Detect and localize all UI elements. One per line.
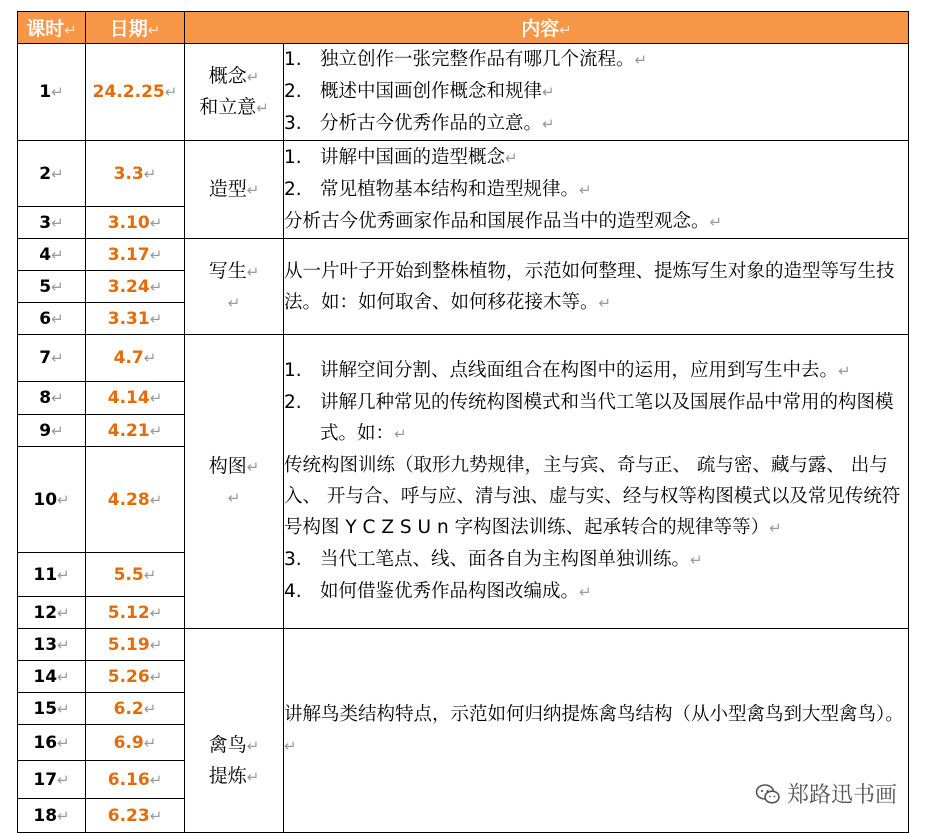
lesson-number: 2↵ — [18, 141, 86, 207]
table-row — [18, 239, 909, 271]
lesson-number: 5↵ — [18, 271, 86, 303]
topic-cell: 禽鸟↵ 提炼↵ — [185, 629, 284, 833]
lesson-number: 6↵ — [18, 303, 86, 335]
table-row — [18, 629, 909, 661]
lesson-number: 1↵ — [18, 44, 86, 141]
topic-cell: 写生↵ ↵ — [185, 239, 284, 335]
lesson-number: 14↵ — [18, 661, 86, 693]
lesson-number: 9↵ — [18, 415, 86, 447]
lesson-number: 3↵ — [18, 207, 86, 239]
list-item: 2. 常见植物基本结构和造型规律。↵ — [284, 178, 592, 200]
table-row — [18, 44, 909, 141]
table-row — [18, 141, 909, 207]
lesson-date: 4.14↵ — [86, 382, 185, 415]
content-cell — [284, 44, 909, 141]
list-item: 2. 概述中国画创作概念和规律↵ — [284, 81, 555, 102]
content-cell — [284, 141, 909, 239]
watermark-text: 郑路迅书画 — [786, 783, 897, 808]
topic-cell: 概念↵ 和立意↵ — [185, 44, 284, 141]
lesson-date: 4.21↵ — [86, 415, 185, 447]
list-item: 2. 讲解几种常见的传统构图模式和当代工笔以及国展作品中常用的构图模式。如：↵ — [284, 392, 894, 444]
paragraph: 讲解鸟类结构特点，示范如何归纳提炼禽鸟结构（从小型禽鸟到大型禽鸟）。↵ — [284, 704, 904, 755]
lesson-number: 11↵ — [18, 553, 86, 597]
lesson-date: 24.2.25↵ — [86, 44, 185, 141]
lesson-date: 3.3↵ — [86, 141, 185, 207]
lesson-date: 6.2↵ — [86, 693, 185, 725]
lesson-number: 8↵ — [18, 382, 86, 415]
header-lesson: 课时↵ — [18, 12, 86, 44]
lesson-number: 12↵ — [18, 597, 86, 629]
wechat-icon — [755, 783, 781, 805]
lesson-number: 13↵ — [18, 629, 86, 661]
list-item: 3. 当代工笔点、线、面各自为主构图单独训练。↵ — [284, 549, 703, 570]
topic-cell: 构图↵ ↵ — [185, 335, 284, 629]
lesson-date: 3.17↵ — [86, 239, 185, 271]
lesson-date: 6.9↵ — [86, 725, 185, 761]
lesson-date: 5.19↵ — [86, 629, 185, 661]
list-item: 1. 独立创作一张完整作品有哪几个流程。↵ — [284, 49, 648, 70]
lesson-number: 15↵ — [18, 693, 86, 725]
lesson-date: 6.23↵ — [86, 799, 185, 833]
lesson-date: 3.31↵ — [86, 303, 185, 335]
lesson-date: 5.12↵ — [86, 597, 185, 629]
content-cell — [284, 335, 909, 629]
watermark — [751, 776, 901, 811]
paragraph: 传统构图训练（取形九势规律，主与宾、奇与正、 疏与密、藏与露、 出与入、 开与合、呼与应、清与浊、虚与实、经与权等构图模式以及常见传统符号构图 Y C Z S U n 字构图法训练、起承转合的规律等等）↵ — [284, 455, 901, 538]
lesson-number: 17↵ — [18, 761, 86, 799]
header-content: 内容↵ — [185, 12, 909, 44]
list-item: 3. 分析古今优秀作品的立意。↵ — [284, 113, 555, 134]
lesson-number: 16↵ — [18, 725, 86, 761]
lesson-date: 3.24↵ — [86, 271, 185, 303]
table-row — [18, 335, 909, 382]
lesson-number: 18↵ — [18, 799, 86, 833]
content-cell — [284, 239, 909, 335]
list-item: 1. 讲解空间分割、点线面组合在构图中的运用，应用到写生中去。↵ — [284, 360, 851, 381]
lesson-number: 4↵ — [18, 239, 86, 271]
lesson-date: 3.10↵ — [86, 207, 185, 239]
lesson-date: 5.5↵ — [86, 553, 185, 597]
paragraph: 分析古今优秀画家作品和国展作品当中的造型观念。↵ — [284, 210, 723, 232]
topic-cell: 造型↵ — [185, 141, 284, 239]
lesson-date: 6.16↵ — [86, 761, 185, 799]
header-row — [18, 12, 909, 44]
lesson-date: 5.26↵ — [86, 661, 185, 693]
list-item: 4. 如何借鉴优秀作品构图改编成。↵ — [284, 581, 592, 602]
lesson-number: 10↵ — [18, 447, 86, 553]
list-item: 1. 讲解中国画的造型概念↵ — [284, 146, 518, 168]
lesson-date: 4.28↵ — [86, 447, 185, 553]
schedule-table — [17, 11, 909, 833]
header-date: 日期↵ — [86, 12, 185, 44]
paragraph: 从一片叶子开始到整株植物，示范如何整理、提炼写生对象的造型等写生技法。如：如何取舍、如何移花接木等。↵ — [284, 260, 895, 313]
lesson-number: 7↵ — [18, 335, 86, 382]
lesson-date: 4.7↵ — [86, 335, 185, 382]
